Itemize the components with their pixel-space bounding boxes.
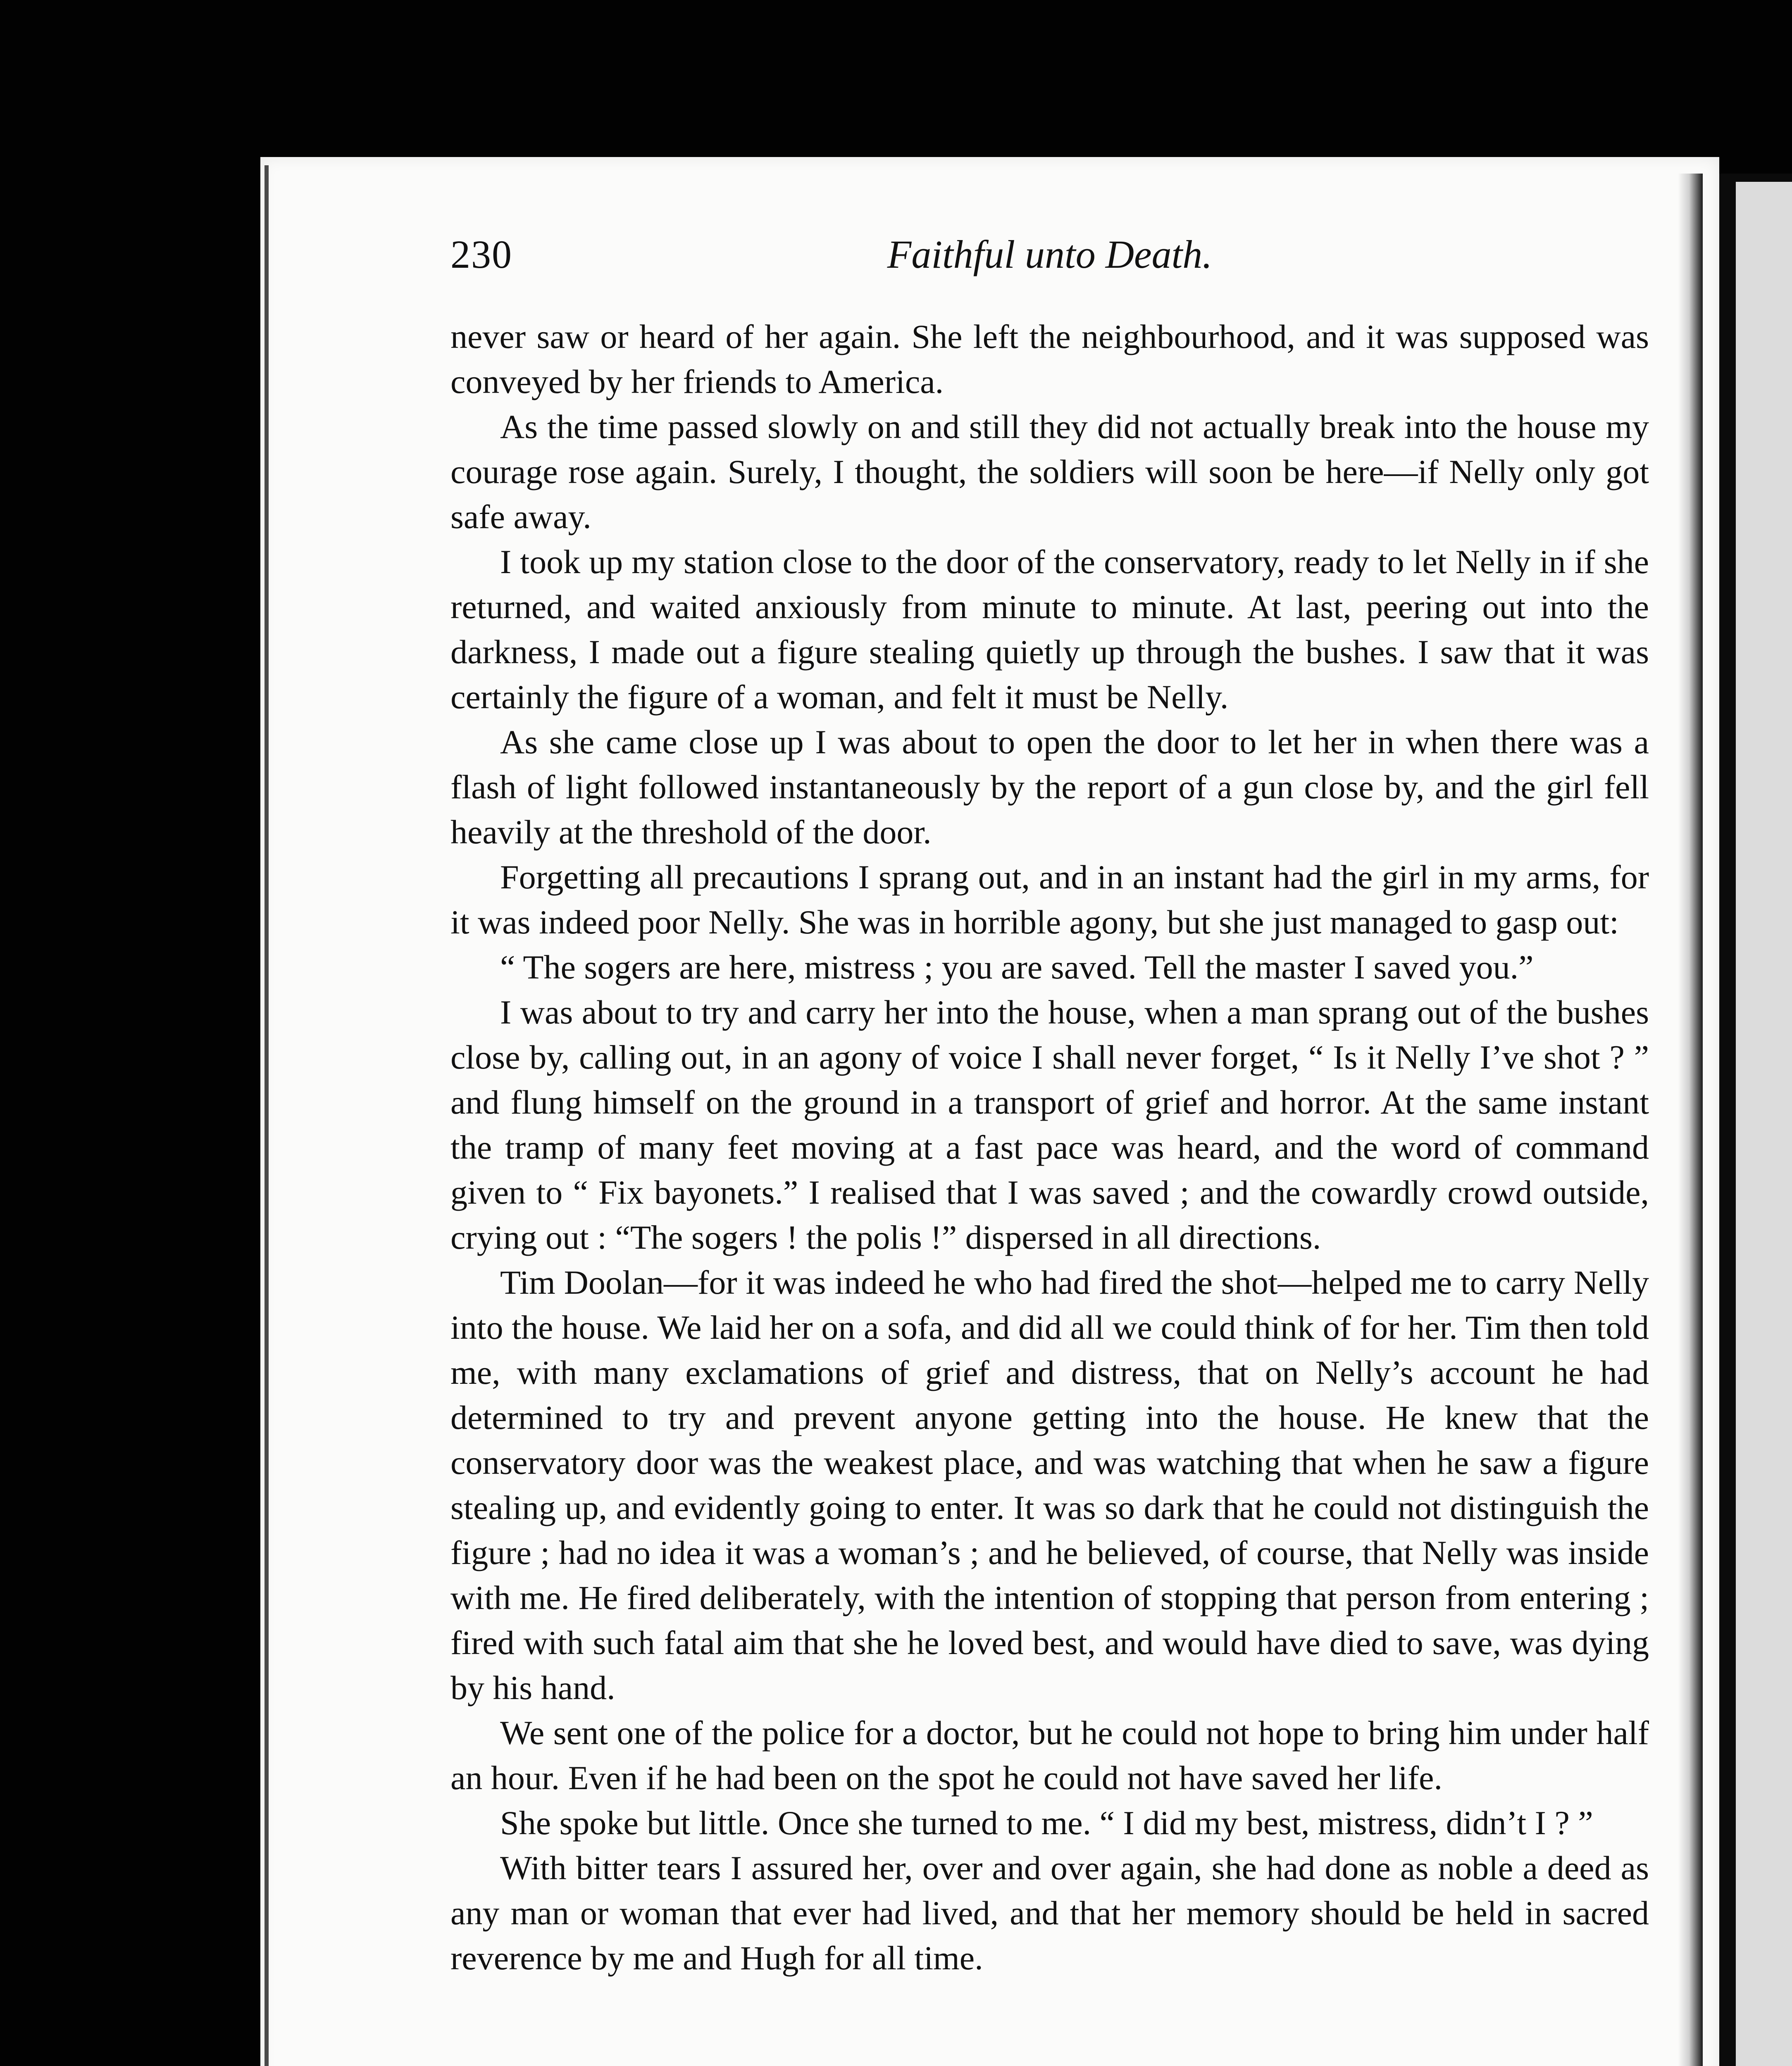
page-left-edge [265, 165, 269, 2066]
paragraph: “ The sogers are here, mistress ; you are saved. Tell the master I saved you.” [500, 948, 1534, 986]
paragraph: She spoke but little. Once she turned to me. “ I did my best, mistress, didn’t I ? ” [500, 1804, 1593, 1842]
body-text [450, 314, 1649, 1980]
paragraph: never saw or heard of her again. She left the neighbourhood, and it was supposed was conveyed by her friends to America. [450, 318, 1649, 400]
running-title: Faithful unto Death. [887, 232, 1213, 276]
running-header [450, 231, 1649, 293]
paragraph: Forgetting all precautions I sprang out, and in an instant had the girl in my arms, for it was indeed poor Nelly. She was in horrible agony, but she just managed to gasp out: [450, 858, 1649, 941]
paragraph: We sent one of the police for a doctor, but he could not hope to bring him under half an hour. Even if he had been on the spot he could not have saved her life. [450, 1714, 1649, 1797]
page-right-edge [1678, 174, 1703, 2066]
paragraph: As the time passed slowly on and still they did not actually break into the house my courage rose again. Surely, I thought, the soldiers will soon be here—if Nelly only got safe away. [450, 408, 1649, 536]
paragraph: As she came close up I was about to open the door to let her in when there was a flash of light followed instantaneously by the report of a gun close by, and the girl fell heavily at the threshold of the door. [450, 723, 1649, 851]
paragraph: Tim Doolan—for it was indeed he who had fired the shot—helped me to carry Nelly into the house. We laid her on a sofa, and did all we could think of for her. Tim then told me, with many exclamations of grief and distress, that on Nelly’s account he had determined to try and prevent anyone getting into the house. He knew that the conservatory door was the weakest place, and was watching that when he saw a figure stealing up, and evidently going to enter. It was so dark that he could not distinguish the figure ; had no idea it was a woman’s ; and he believed, of course, that Nelly was inside with me. He fired deliberately, with the intention of stopping that person from entering ; fired with such fatal aim that she he loved best, and would have died to save, was dying by his hand. [450, 1264, 1649, 1707]
paragraph: I was about to try and carry her into the house, when a man sprang out of the bushes close by, calling out, in an agony of voice I shall never forget, “ Is it Nelly I’ve shot ? ” and flung himself on the ground in a transport of grief and horror. At the same instant the tramp of many feet moving at a fast pace was heard, and the word of command given to “ Fix bayonets.” I realised that I was saved ; and the cowardly crowd outside, crying out : “The sogers ! the polis !” dispersed in all directions. [450, 993, 1649, 1256]
page-number: 230 [450, 232, 512, 276]
facing-page-paper [1736, 182, 1792, 2066]
paragraph: I took up my station close to the door of the conservatory, ready to let Nelly in if she returned, and waited anxiously from minute to minute. At last, peering out into the darkness, I made out a figure stealing quietly up through the bushes. I saw that it was certainly the figure of a woman, and felt it must be Nelly. [450, 543, 1649, 716]
paragraph: With bitter tears I assured her, over and over again, she had done as noble a deed as any man or woman that ever had lived, and that her memory should be held in sacred reverence by me and Hugh for all time. [450, 1849, 1649, 1977]
